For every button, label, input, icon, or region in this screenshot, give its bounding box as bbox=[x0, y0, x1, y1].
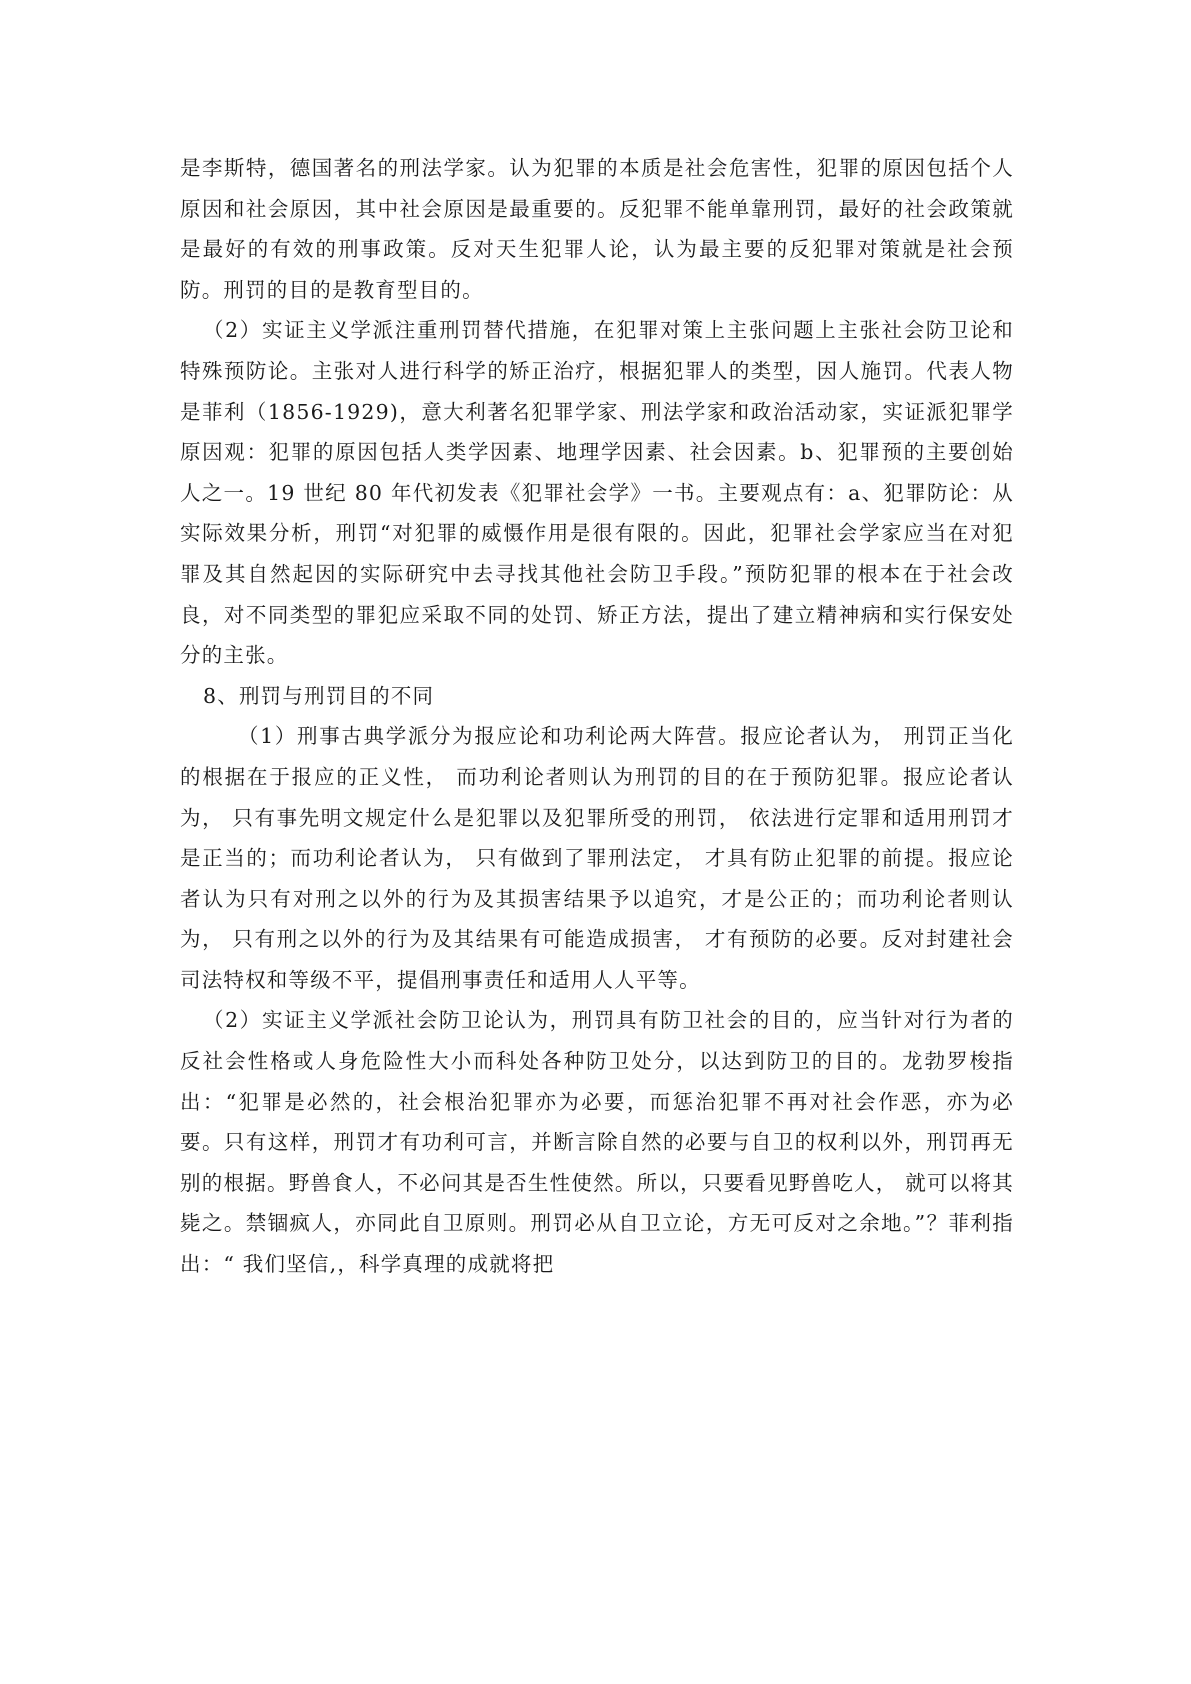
section-heading-8: 8、刑罚与刑罚目的不同 bbox=[203, 683, 435, 708]
paragraph-social-defense: （2）实证主义学派社会防卫论认为，刑罚具有防卫社会的目的，应当针对行为者的反社会性格或人身危险性大小而科处各种防卫处分，以达到防卫的目的。龙勃罗梭指出：“犯罪是必然的，社会根治犯罪亦为必要，而惩治犯罪不再对社会作恶，亦为必要。只有这样，刑罚才有功利可言，并断言除自然的必要与自卫的权利以外，刑罚再无别的根据。野兽食人，不必问其是否生性使然。所以，只要看见野兽吃人， 就可以将其毙之。禁锢疯人，亦同此自卫原则。刑罚必从自卫立论，方无可反对之余地。”？菲利指出：“ 我们坚信,，科学真理的成就将把 bbox=[180, 1008, 1014, 1277]
document-body bbox=[180, 148, 1014, 1285]
paragraph-positivist-prevention: （2）实证主义学派注重刑罚替代措施，在犯罪对策上主张问题上主张社会防卫论和特殊预防论。主张对人进行科学的矫正治疗，根据犯罪人的类型，因人施罚。代表人物是菲利（1856-1929)，意大利著名犯罪学家、刑法学家和政治活动家，实证派犯罪学原因观：犯罪的原因包括人类学因素、地理学因素、社会因素。b、犯罪预的主要创始人之一。19 世纪 80 年代初发表《犯罪社会学》一书。主要观点有：a、犯罪防论：从实际效果分析，刑罚“对犯罪的威慑作用是很有限的。因此，犯罪社会学家应当在对犯罪及其自然起因的实际研究中去寻找其他社会防卫手段。”预防犯罪的根本在于社会改良，对不同类型的罪犯应采取不同的处罚、矫正方法，提出了建立精神病和实行保安处分的主张。 bbox=[180, 318, 1014, 668]
paragraph-classical-school: （1）刑事古典学派分为报应论和功利论两大阵营。报应论者认为， 刑罚正当化的根据在于报应的正义性， 而功利论者则认为刑罚的目的在于预防犯罪。报应论者认为， 只有事先明文规定什么是犯罪以及犯罪所受的刑罚， 依法进行定罪和适用刑罚才是正当的；而功利论者认为， 只有做到了罪刑法定， 才具有防止犯罪的前提。报应论者认为只有对刑之以外的行为及其损害结果予以追究，才是公正的；而功利论者则认为， 只有刑之以外的行为及其结果有可能造成损害， 才有预防的必要。反对封建社会司法特权和等级不平，提倡刑事责任和适用人人平等。 bbox=[180, 724, 1014, 992]
paragraph-liszt: 是李斯特，德国著名的刑法学家。认为犯罪的本质是社会危害性，犯罪的原因包括个人原因和社会原因，其中社会原因是最重要的。反犯罪不能单靠刑罚，最好的社会政策就是最好的有效的刑事政策。反对天生犯罪人论，认为最主要的反犯罪对策就是社会预防。刑罚的目的是教育型目的。 bbox=[180, 156, 1014, 302]
